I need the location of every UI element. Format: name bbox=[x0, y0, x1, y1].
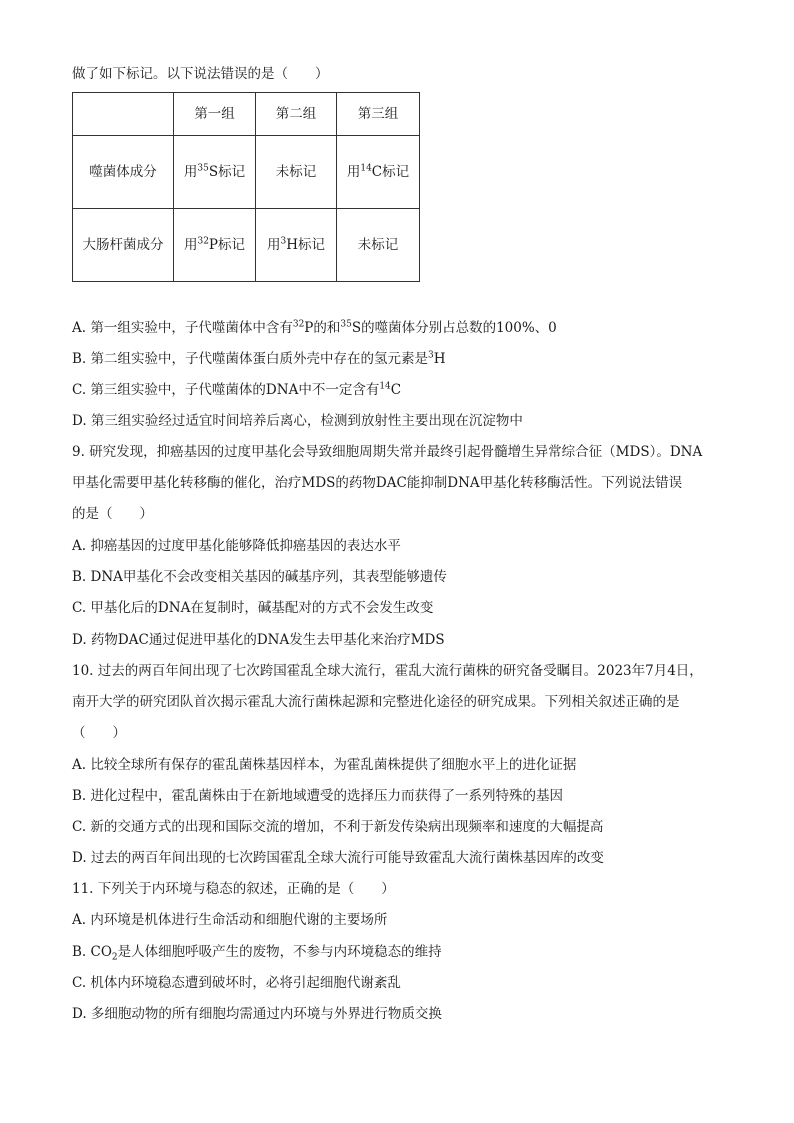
table-header-row bbox=[73, 93, 420, 136]
question-8-intro: 做了如下标记。以下说法错误的是（ ） bbox=[72, 66, 329, 82]
table-row bbox=[73, 136, 420, 209]
q8-option-b: B. 第二组实验中，子代噬菌体蛋白质外壳中存在的氢元素是$^3$H bbox=[72, 350, 446, 367]
table-row bbox=[73, 209, 420, 282]
table-cell: 用$^{35}$S标记 bbox=[174, 136, 256, 209]
row-label-ecoli: 大肠杆菌成分 bbox=[73, 209, 174, 282]
q10-stem-line: （ ） bbox=[72, 725, 126, 741]
q8-option-c: C. 第三组实验中，子代噬菌体的DNA中不一定含有$^{14}$C bbox=[72, 381, 402, 398]
q9-option-a: A. 抑癌基因的过度甲基化能够降低抑癌基因的表达水平 bbox=[72, 538, 401, 554]
q8-option-a: A. 第一组实验中，子代噬菌体中含有$^{32}$P的和$^{35}$S的噬菌体分别占总数的100%、0 bbox=[72, 319, 557, 336]
q10-stem-line: 10. 过去的两百年间出现了七次跨国霍乱全球大流行，霍乱大流行菌株的研究备受瞩目。2023年7月4日， bbox=[72, 663, 703, 679]
table-cell: 用$^{14}$C标记 bbox=[337, 136, 420, 209]
q9-option-c: C. 甲基化后的DNA在复制时，碱基配对的方式不会发生改变 bbox=[72, 600, 434, 616]
table-cell: 用$^3$H标记 bbox=[256, 209, 337, 282]
labeling-table bbox=[72, 92, 420, 282]
q9-option-b: B. DNA甲基化不会改变相关基因的碱基序列，其表型能够遗传 bbox=[72, 569, 447, 585]
table-cell: 未标记 bbox=[337, 209, 420, 282]
q11-option-d: D. 多细胞动物的所有细胞均需通过内环境与外界进行物质交换 bbox=[72, 1006, 442, 1022]
q9-stem-line: 甲基化需要甲基化转移酶的催化，治疗MDS的药物DAC能抑制DNA甲基化转移酶活性。下列说法错误 bbox=[72, 475, 683, 491]
table-header-cell: 第一组 bbox=[174, 93, 256, 136]
q11-option-c: C. 机体内环境稳态遭到破坏时，必将引起细胞代谢紊乱 bbox=[72, 975, 401, 991]
table-cell: 未标记 bbox=[256, 136, 337, 209]
row-label-phage: 噬菌体成分 bbox=[73, 136, 174, 209]
table-header-cell: 第二组 bbox=[256, 93, 337, 136]
q10-option-b: B. 进化过程中，霍乱菌株由于在新地域遭受的选择压力而获得了一系列特殊的基因 bbox=[72, 788, 564, 804]
table-header-cell: 第三组 bbox=[337, 93, 420, 136]
q9-stem-line: 的是（ ） bbox=[72, 506, 153, 522]
q10-stem-line: 南开大学的研究团队首次揭示霍乱大流行菌株起源和完整进化途径的研究成果。下列相关叙述正确的是 bbox=[72, 694, 680, 710]
q11-stem: 11. 下列关于内环境与稳态的叙述，正确的是（ ） bbox=[72, 881, 395, 897]
table-cell: 用$^{32}$P标记 bbox=[174, 209, 256, 282]
q8-option-d: D. 第三组实验经过适宜时间培养后离心，检测到放射性主要出现在沉淀物中 bbox=[72, 413, 523, 429]
q9-option-d: D. 药物DAC通过促进甲基化的DNA发生去甲基化来治疗MDS bbox=[72, 632, 445, 648]
q9-stem-line: 9. 研究发现，抑癌基因的过度甲基化会导致细胞周期失常并最终引起骨髓增生异常综合征（MDS）。DNA bbox=[72, 444, 703, 460]
q10-option-c: C. 新的交通方式的出现和国际交流的增加，不利于新发传染病出现频率和速度的大幅提高 bbox=[72, 819, 604, 835]
q11-option-a: A. 内环境是机体进行生命活动和细胞代谢的主要场所 bbox=[72, 912, 388, 928]
q11-option-b: B. $CO_2$是人体细胞呼吸产生的废物，不参与内环境稳态的维持 bbox=[72, 944, 442, 963]
table-header-cell bbox=[73, 93, 174, 136]
q10-option-d: D. 过去的两百年间出现的七次跨国霍乱全球大流行可能导致霍乱大流行菌株基因库的改变 bbox=[72, 850, 604, 866]
q10-option-a: A. 比较全球所有保存的霍乱菌株基因样本，为霍乱菌株提供了细胞水平上的进化证据 bbox=[72, 757, 577, 773]
